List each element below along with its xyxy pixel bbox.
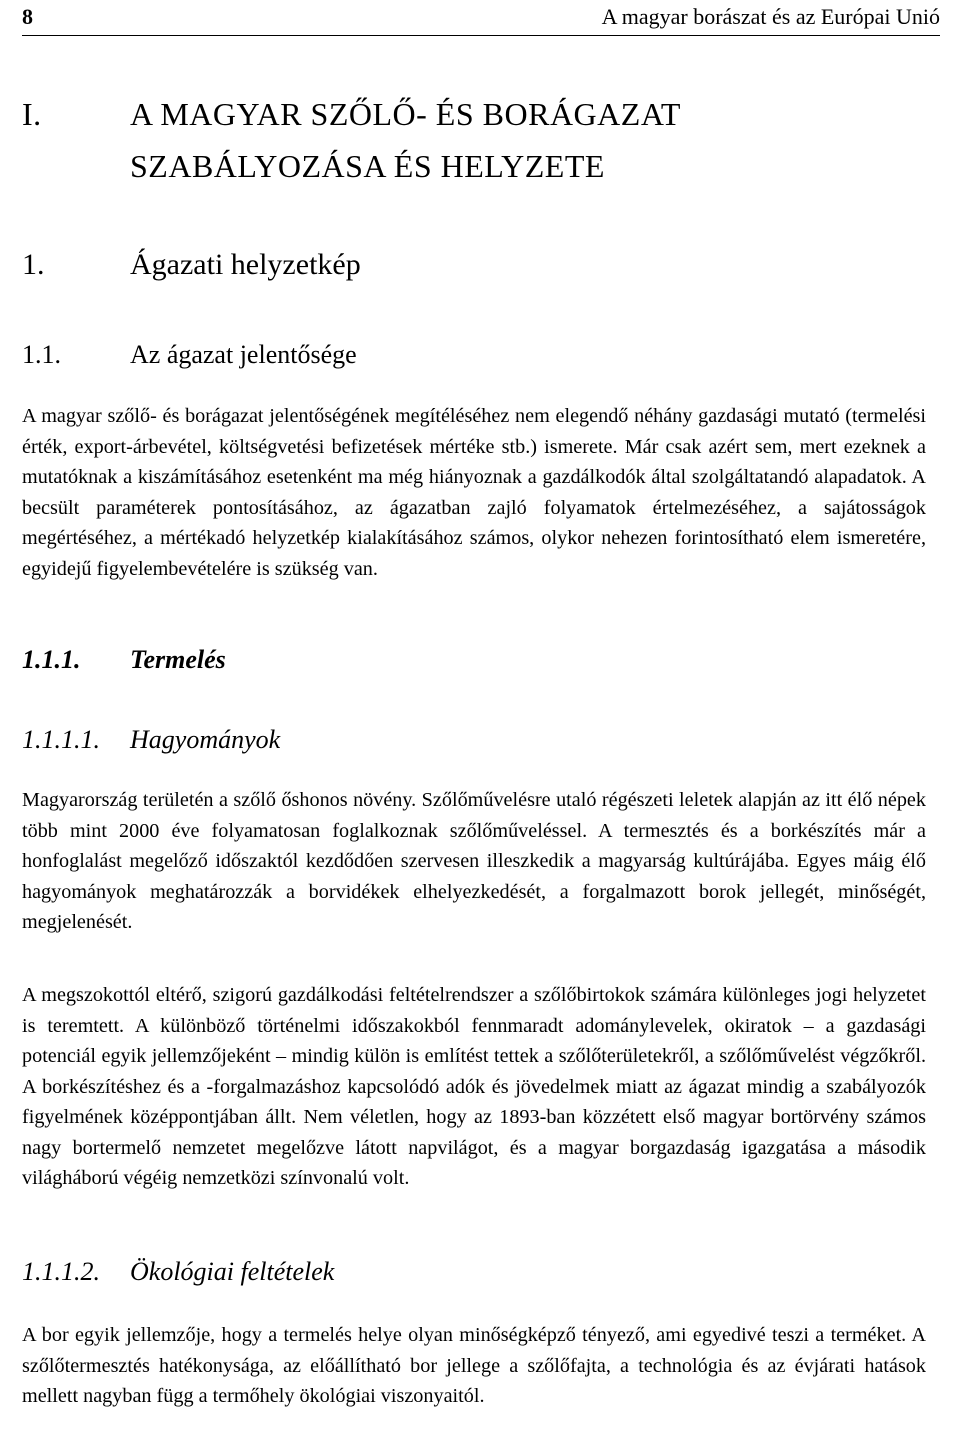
heading-production-number: 1.1.1. xyxy=(22,645,81,674)
heading-production-title: Termelés xyxy=(130,645,226,674)
paragraph-traditions: Magyarország területén a szőlő őshonos növény. Szőlőművelésre utaló régészeti leletek alapján az itt élő népek több mint 2000 éve folyamatosan foglalkoznak szőlőműveléssel. A termesztés és a borkészítés már a honfoglalást megelőző időszaktól kezdődően szervesen illeszkedik a magyarság kultúrájába. Egyes máig élő hagyományok meghatározzák a borvidékek elhelyezkedését, a forgalmazott borok jellegét, minőségét, megjelenését. xyxy=(22,789,926,933)
chapter-number: I. xyxy=(22,96,42,132)
chapter-title-line-2: SZABÁLYOZÁSA ÉS HELYZETE xyxy=(130,148,605,184)
subsection-number: 1.1. xyxy=(22,340,61,369)
heading-traditions-number: 1.1.1.1. xyxy=(22,725,100,754)
paragraph-legal-status: A megszokottól eltérő, szigorú gazdálkodási feltételrendszer a szőlőbirtokok számára különleges jogi helyzetet is teremtett. A különböző történelmi időszakokból fennmaradt adománylevelek, okiratok – a gazdasági potenciál egyik jellemzőjeként – mindig külön is említést tettek a szőlőterületekről, a szőlőművelést végzőkről. A borkészítéshez és a -forgalmazáshoz kapcsolódó adók és jövedelmek miatt az ágazat mindig a szabályozók figyelmének középpontjában állt. Nem véletlen, hogy az 1893-ban közzétett első magyar bortörvény számos nagy bortermelő nemzetet megelőzve látott napvilágot, és a magyar borgazdaság igazgatása a második világháború végéig nemzetközi színvonalú volt. xyxy=(22,984,926,1189)
running-title: A magyar borászat és az Európai Unió xyxy=(601,4,940,29)
section-number: 1. xyxy=(22,248,45,281)
heading-traditions-title: Hagyományok xyxy=(130,725,281,754)
paragraph-significance: A magyar szőlő- és borágazat jelentőségének megítéléséhez nem elegendő néhány gazdasági mutató (termelési érték, export-árbevétel, költségvetési befizetések mértéke stb.) ismerete. Már csak azért sem, mert ezeknek a mutatóknak a kiszámításához esetenként ma még hiányoznak a gazdálkodók által szolgáltatandó alapadatok. A becsült paraméterek pontosításához, az ágazatban zajló folyamatok értelmezéséhez, a sajátosságok megértéséhez, a mértékadó helyzetkép kialakításához számos, olykor nehezen forintosítható elem ismeretére, egyidejű figyelembevételére is szükség van. xyxy=(22,405,926,580)
header-rule xyxy=(22,35,940,36)
running-header xyxy=(22,4,940,34)
chapter-title xyxy=(130,88,930,192)
paragraph-ecology: A bor egyik jellemzője, hogy a termelés helye olyan minőségképző tényező, ami egyedivé teszi a terméket. A szőlőtermesztés hatékonysága, az előállítható bor jellege a szőlőfajta, a technológia és az évjárati hatások mellett nagyban függ a termőhely ökológiai viszonyaitól. xyxy=(22,1324,926,1407)
heading-ecological-title: Ökológiai feltételek xyxy=(130,1257,335,1286)
heading-ecological-number: 1.1.1.2. xyxy=(22,1257,100,1286)
page-number: 8 xyxy=(22,4,33,29)
section-title: Ágazati helyzetkép xyxy=(130,248,361,281)
subsection-title: Az ágazat jelentősége xyxy=(130,340,357,369)
chapter-title-line-1: A MAGYAR SZŐLŐ- ÉS BORÁGAZAT xyxy=(130,96,681,132)
